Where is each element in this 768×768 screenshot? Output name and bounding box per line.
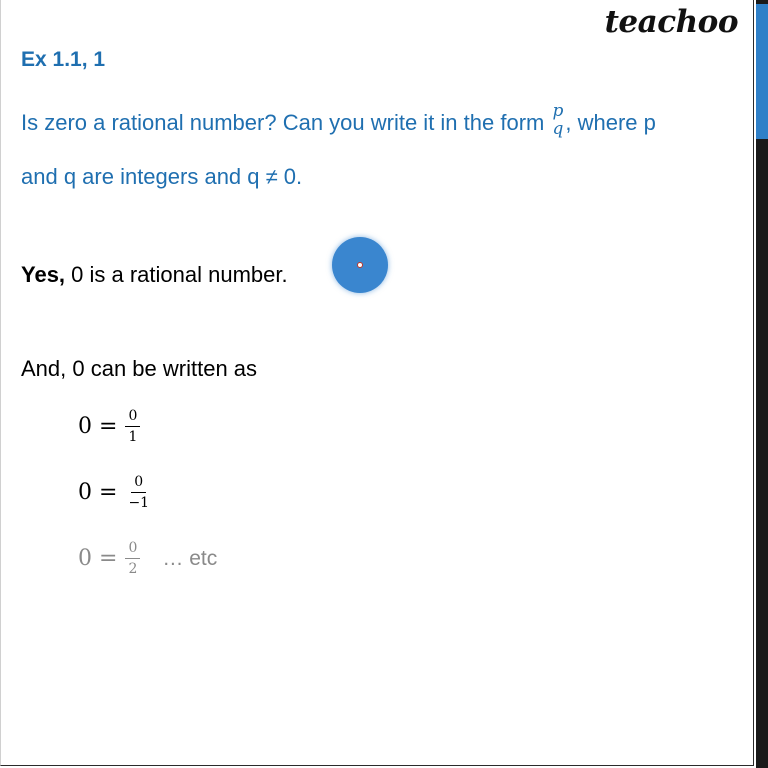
equation-fraction xyxy=(125,408,140,445)
answer-yes-text: 0 is a rational number. xyxy=(65,262,288,287)
answer-yes-label: Yes, xyxy=(21,262,66,287)
cursor-center-dot xyxy=(357,262,363,268)
pointer-cursor-icon xyxy=(332,237,388,293)
fraction-denominator: −1 xyxy=(128,495,150,511)
fraction-denominator: 1 xyxy=(128,429,138,445)
equation-2 xyxy=(78,474,152,511)
fraction-numerator: 0 xyxy=(131,474,146,493)
fraction-numerator: 0 xyxy=(125,540,140,559)
equation-etc: … etc xyxy=(162,546,218,570)
fraction-denominator: 2 xyxy=(128,561,138,577)
equation-3 xyxy=(78,540,217,577)
scrollbar-thumb[interactable] xyxy=(756,4,768,139)
equation-fraction xyxy=(125,540,140,577)
question-text-start: Is zero a rational number? Can you write it in the form xyxy=(21,109,551,135)
question-text-end: , where p xyxy=(565,109,656,135)
question-line-1 xyxy=(21,101,721,142)
fraction-numerator: p xyxy=(552,101,564,121)
equation-1 xyxy=(78,408,140,445)
equation-lhs: 0 = xyxy=(78,414,118,439)
equation-lhs: 0 = xyxy=(78,546,118,571)
equation-lhs: 0 = xyxy=(78,480,118,505)
fraction-denominator: q xyxy=(552,119,564,139)
fraction-numerator: 0 xyxy=(125,408,140,427)
teachoo-logo: teachoo xyxy=(604,4,738,40)
answer-line-yes xyxy=(21,262,288,288)
question-line-2: and q are integers and q ≠ 0. xyxy=(21,164,303,189)
scrollbar[interactable] xyxy=(756,0,768,768)
answer-line-and: And, 0 can be written as xyxy=(21,356,258,381)
equation-fraction xyxy=(125,474,152,511)
p-over-q-fraction xyxy=(552,102,563,138)
exercise-title: Ex 1.1, 1 xyxy=(21,48,106,71)
